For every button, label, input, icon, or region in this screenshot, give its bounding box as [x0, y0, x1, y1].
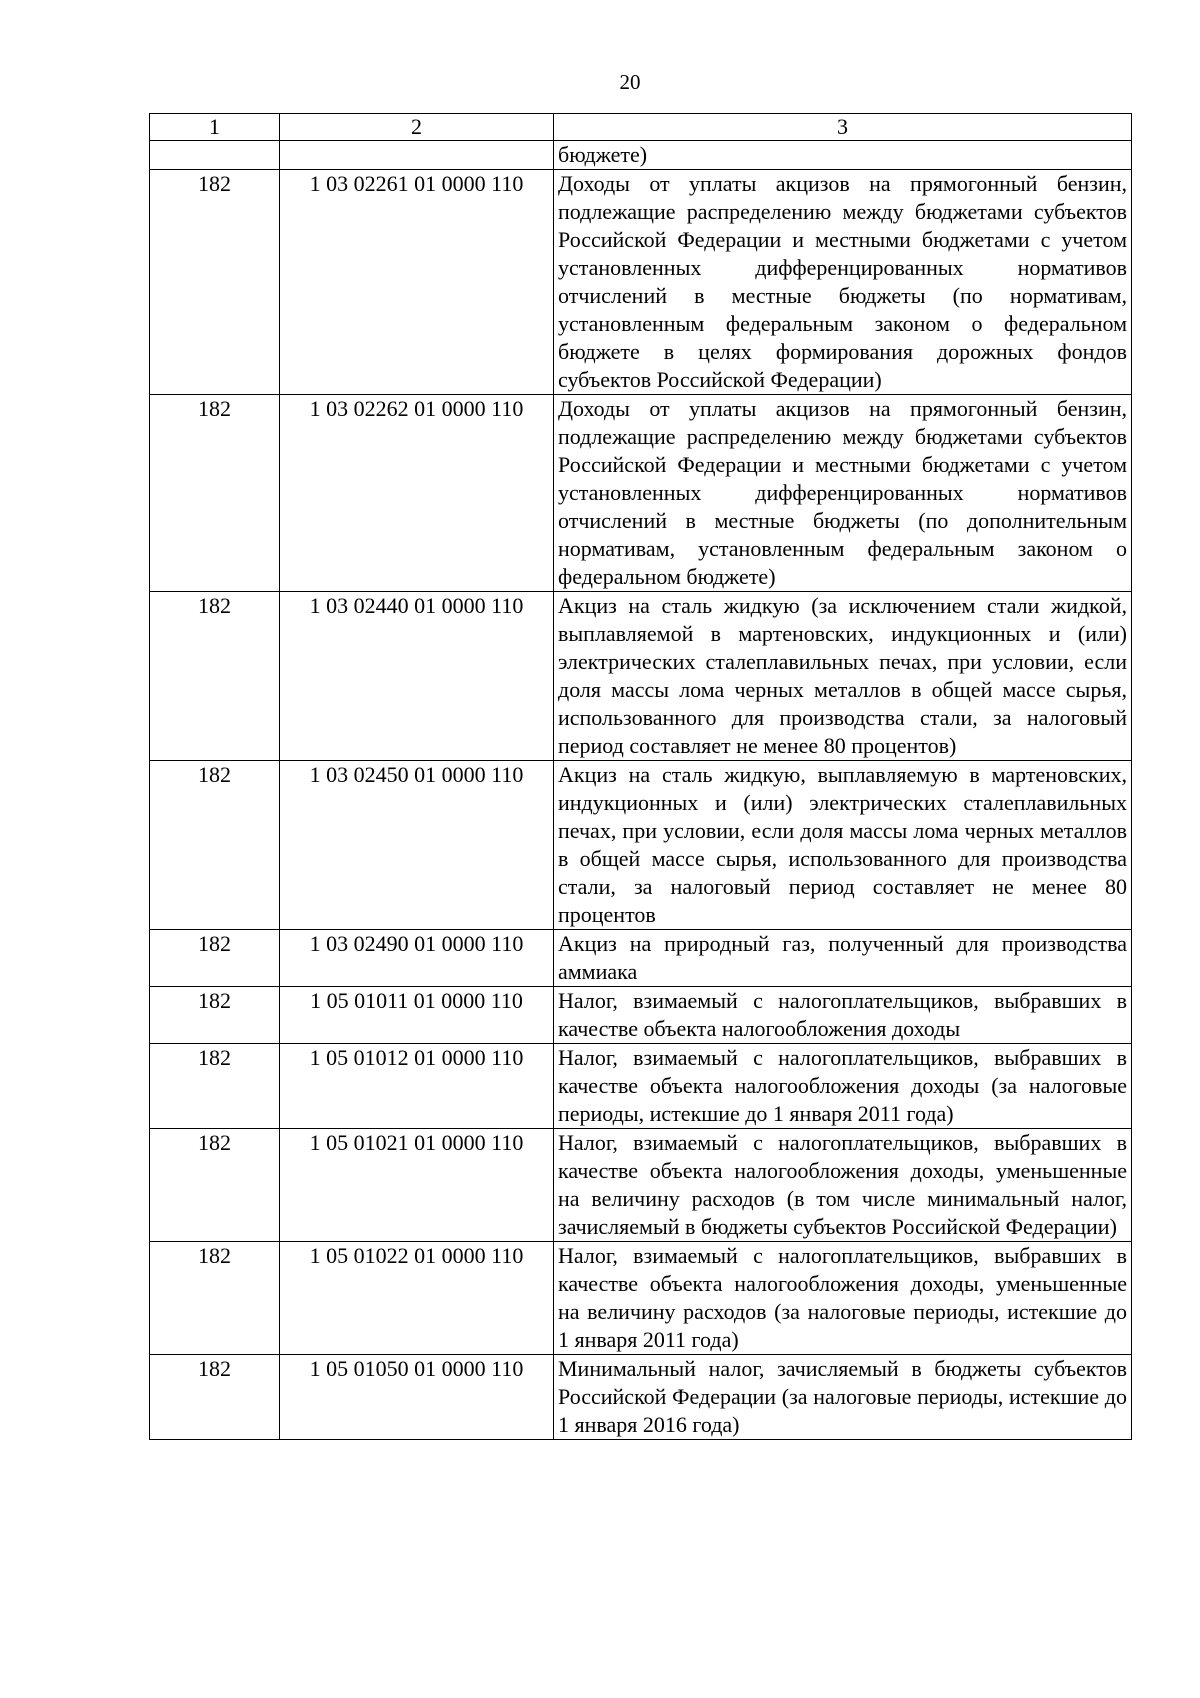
revenue-code-cell: 1 05 01012 01 0000 110	[280, 1044, 554, 1129]
revenue-name-cell: Доходы от уплаты акцизов на прямогонный бензин, подлежащие распределению между бюджетами субъектов Российской Федерации и местными бюджетами с учетом установленных дифференцированных нормативов отчислений в местные бюджеты (по нормативам, установленным федеральным законом о федеральном бюджете в целях формирования дорожных фондов субъектов Российской Федерации)	[554, 170, 1132, 395]
header-col-3: 3	[554, 114, 1132, 141]
admin-code-cell: 182	[150, 930, 280, 987]
admin-code-cell: 182	[150, 1355, 280, 1440]
revenue-code-cell: 1 05 01022 01 0000 110	[280, 1242, 554, 1355]
table-row	[150, 592, 1132, 761]
revenue-name-cell: Минимальный налог, зачисляемый в бюджеты субъектов Российской Федерации (за налоговые периоды, истекшие до 1 января 2016 года)	[554, 1355, 1132, 1440]
table-row	[150, 987, 1132, 1044]
continuation-row	[150, 141, 1132, 170]
revenue-code-cell: 1 05 01011 01 0000 110	[280, 987, 554, 1044]
revenue-name-cell: Налог, взимаемый с налогоплательщиков, выбравших в качестве объекта налогообложения доходы (за налоговые периоды, истекшие до 1 января 2011 года)	[554, 1044, 1132, 1129]
revenue-code-cell: 1 03 02490 01 0000 110	[280, 930, 554, 987]
header-col-2: 2	[280, 114, 554, 141]
revenue-code-cell	[280, 141, 554, 170]
table-row	[150, 930, 1132, 987]
table-row	[150, 1129, 1132, 1242]
table-row	[150, 1355, 1132, 1440]
revenue-name-cell: бюджете)	[554, 141, 1132, 170]
revenue-code-cell: 1 05 01050 01 0000 110	[280, 1355, 554, 1440]
revenue-name-cell: Налог, взимаемый с налогоплательщиков, выбравших в качестве объекта налогообложения доходы, уменьшенные на величину расходов (в том числе минимальный налог, зачисляемый в бюджеты субъектов Российской Федерации)	[554, 1129, 1132, 1242]
table-row	[150, 1242, 1132, 1355]
table-row	[150, 395, 1132, 592]
revenue-codes-table	[149, 113, 1132, 1440]
revenue-name-cell: Налог, взимаемый с налогоплательщиков, выбравших в качестве объекта налогообложения доходы, уменьшенные на величину расходов (за налоговые периоды, истекшие до 1 января 2011 года)	[554, 1242, 1132, 1355]
table-row	[150, 761, 1132, 930]
revenue-name-cell: Акциз на сталь жидкую (за исключением стали жидкой, выплавляемой в мартеновских, индукционных и (или) электрических сталеплавильных печах, при условии, если доля массы лома черных металлов в общей массе сырья, использованного для производства стали, за налоговый период составляет не менее 80 процентов)	[554, 592, 1132, 761]
revenue-name-cell: Акциз на природный газ, полученный для производства аммиака	[554, 930, 1132, 987]
admin-code-cell	[150, 141, 280, 170]
table-row	[150, 170, 1132, 395]
revenue-code-cell: 1 03 02450 01 0000 110	[280, 761, 554, 930]
revenue-code-cell: 1 05 01021 01 0000 110	[280, 1129, 554, 1242]
revenue-code-cell: 1 03 02262 01 0000 110	[280, 395, 554, 592]
admin-code-cell: 182	[150, 1242, 280, 1355]
admin-code-cell: 182	[150, 592, 280, 761]
revenue-code-cell: 1 03 02440 01 0000 110	[280, 592, 554, 761]
admin-code-cell: 182	[150, 1044, 280, 1129]
header-col-1: 1	[150, 114, 280, 141]
admin-code-cell: 182	[150, 170, 280, 395]
admin-code-cell: 182	[150, 1129, 280, 1242]
revenue-name-cell: Доходы от уплаты акцизов на прямогонный бензин, подлежащие распределению между бюджетами субъектов Российской Федерации и местными бюджетами с учетом установленных дифференцированных нормативов отчислений в местные бюджеты (по дополнительным нормативам, установленным федеральным законом о федеральном бюджете)	[554, 395, 1132, 592]
revenue-code-cell: 1 03 02261 01 0000 110	[280, 170, 554, 395]
admin-code-cell: 182	[150, 987, 280, 1044]
table-row	[150, 1044, 1132, 1129]
table-body	[150, 114, 1132, 1440]
revenue-name-cell: Налог, взимаемый с налогоплательщиков, выбравших в качестве объекта налогообложения доходы	[554, 987, 1132, 1044]
revenue-name-cell: Акциз на сталь жидкую, выплавляемую в мартеновских, индукционных и (или) электрических сталеплавильных печах, при условии, если доля массы лома черных металлов в общей массе сырья, использованного для производства стали, за налоговый период составляет не менее 80 процентов	[554, 761, 1132, 930]
table-header-row	[150, 114, 1132, 141]
admin-code-cell: 182	[150, 395, 280, 592]
admin-code-cell: 182	[150, 761, 280, 930]
page-number: 20	[619, 70, 641, 94]
